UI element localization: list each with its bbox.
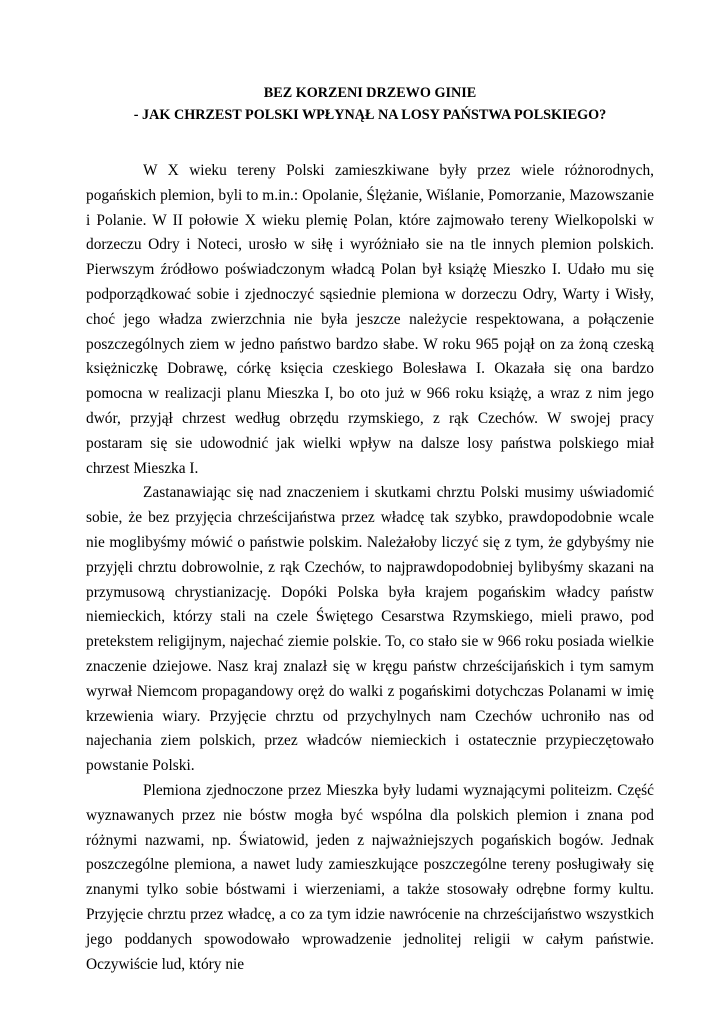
paragraph-2: Zastanawiając się nad znaczeniem i skutkami chrztu Polski musimy uświadomić sobie, że bez przyjęcia chrześcijaństwa przez władcę tak szybko, prawdopodobnie wcale nie moglibyśmy mówić o państwie polskim. Należałoby liczyć się z tym, że gdybyśmy nie przyjęli chrztu dobrowolnie, z rąk Czechów, to najprawdopodobniej bylibyśmy skazani na przymusową chrystianizację. Dopóki Polska była krajem pogańskim władcy państw niemieckich, którzy stali na czele Świętego Cesarstwa Rzymskiego, mieli prawo, pod pretekstem religijnym, najechać ziemie polskie. To, co stało sie w 966 roku posiada wielkie znaczenie dziejowe. Nasz kraj znalazł się w kręgu państw chrześcijańskich i tym samym wyrwał Niemcom propagandowy oręż do walki z pogańskimi dotychczas Polanami w imię krzewienia wiary. Przyjęcie chrztu od przychylnych nam Czechów uchroniło nas od najechania ziem polskich, przez władców niemieckich i ostatecznie przypieczętowało powstanie Polski. [86,484,654,775]
document-page [86,82,654,977]
paragraph-3: Plemiona zjednoczone przez Mieszka były ludami wyznającymi politeizm. Część wyznawanych przez nie bóstw mogła być wspólna dla polskich plemion i znana pod różnymi nazwami, np. Światowid, jeden z najważniejszych pogańskich bogów. Jednak poszczególne plemiona, a nawet ludy zamieszkujące poszczególne tereny posługiwały się znanymi tylko sobie bóstwami i wierzeniami, a także stosowały odrębne formy kultu. Przyjęcie chrztu przez władcę, a co za tym idzie nawrócenie na chrześcijaństwo wszystkich jego poddanych spowodowało wprowadzenie jednolitej religii w całym państwie. Oczywiście lud, który nie [86,781,654,973]
paragraph-1: W X wieku tereny Polski zamieszkiwane były przez wiele różnorodnych, pogańskich plemion, byli to m.in.: Opolanie, Ślężanie, Wiślanie, Pomorzanie, Mazowszanie i Polanie. W II połowie X wieku plemię Polan, które zajmowało tereny Wielkopolski w dorzeczu Odry i Noteci, urosło w siłę i wyróżniało sie na tle innych plemion polskich. Pierwszym źródłowo poświadczonym władcą Polan był książę Mieszko I. Udało mu się podporządkować sobie i zjednoczyć sąsiednie plemiona w dorzeczu Odry, Warty i Wisły, choć jego władza zwierzchnia nie była jeszcze należycie respektowana, a połączenie poszczególnych ziem w jedno państwo bardzo słabe. W roku 965 pojął on za żoną czeską księżniczkę Dobrawę, córkę księcia czeskiego Bolesława I. Okazała się ona bardzo pomocna w realizacji planu Mieszka I, bo oto już w 966 roku książę, a wraz z nim jego dwór, przyjął chrzest według obrzędu rzymskiego, z rąk Czechów. W swojej pracy postaram się sie udowodnić jak wielki wpływ na dalsze losy państwa polskiego miał chrzest Mieszka I. [86,162,654,477]
title-line-2: - JAK CHRZEST POLSKI WPŁYNĄŁ NA LOSY PAŃSTWA POLSKIEGO? [133,107,607,123]
title-block [86,82,654,126]
title-line-1: BEZ KORZENI DRZEWO GINIE [263,85,477,101]
